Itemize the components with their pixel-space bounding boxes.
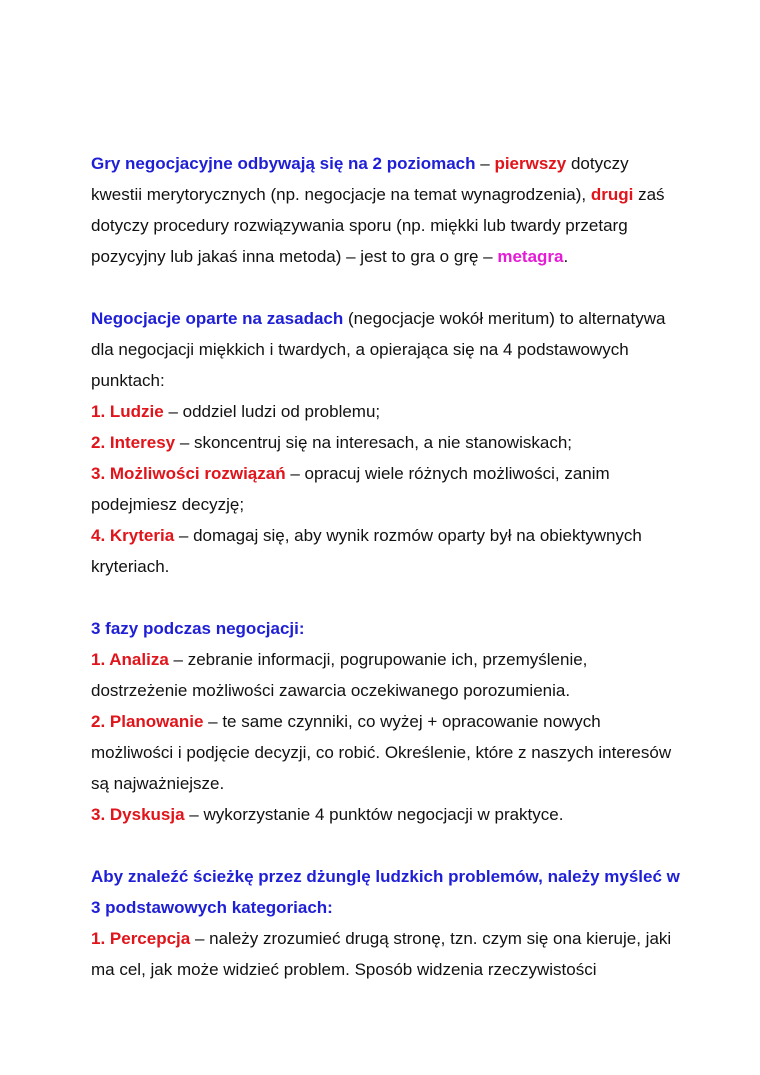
list-item: 1. Percepcja – należy zrozumieć drugą stronę, tzn. czym się ona kieruje, jaki ma cel, jak może widzieć problem. Sposób widzenia rzeczywistości [91, 929, 672, 979]
section-heading: Aby znaleźć ścieżkę przez dżunglę ludzkich problemów, należy myśleć w 3 podstawowych kategoriach: [91, 867, 680, 917]
keyword-second: drugi [590, 185, 634, 204]
keyword-metagame: metagra [497, 247, 564, 266]
list-item: 3. Dyskusja – wykorzystanie 4 punktów negocjacji w praktyce. [91, 805, 564, 824]
item-label: 1. Ludzie [91, 402, 164, 421]
list-item: 3. Możliwości rozwiązań – opracuj wiele różnych możliwości, zanim podejmiesz decyzję; [91, 464, 610, 514]
list-item: 1. Analiza – zebranie informacji, pogrupowanie ich, przemyślenie, dostrzeżenie możliwości zawarcia oczekiwanego porozumienia. [91, 650, 588, 700]
item-label: 4. Kryteria [91, 526, 175, 545]
section-heading: 3 fazy podczas negocjacji: [91, 619, 305, 638]
item-label: 1. Analiza [91, 650, 169, 669]
lead-heading: Negocjacje oparte na zasadach [91, 309, 344, 328]
list-item: 2. Interesy – skoncentruj się na interesach, a nie stanowiskach; [91, 433, 572, 452]
keyword-first: pierwszy [494, 154, 567, 173]
item-label: 2. Interesy [91, 433, 176, 452]
list-item: 1. Ludzie – oddziel ludzi od problemu; [91, 402, 381, 421]
item-label: 2. Planowanie [91, 712, 204, 731]
paragraph-principled-negotiation: Negocjacje oparte na zasadach (negocjacje wokół meritum) to alternatywa dla negocjacji miękkich i twardych, a opierająca się na 4 podstawowych punktach: [91, 309, 666, 390]
lead-heading: Gry negocjacyjne odbywają się na 2 poziomach [91, 154, 476, 173]
document-body [91, 148, 681, 985]
item-label: 1. Percepcja [91, 929, 191, 948]
list-item: 2. Planowanie – te same czynniki, co wyżej + opracowanie nowych możliwości i podjęcie decyzji, co robić. Określenie, które z naszych interesów są najważniejsze. [91, 712, 672, 793]
item-label: 3. Dyskusja [91, 805, 185, 824]
item-label: 3. Możliwości rozwiązań [91, 464, 286, 483]
paragraph-game-levels: Gry negocjacyjne odbywają się na 2 poziomach – pierwszy dotyczy kwestii merytorycznych (np. negocjacje na temat wynagrodzenia), drugi zaś dotyczy procedury rozwiązywania sporu (np. miękki lub twardy przetarg pozycyjny lub jakaś inna metoda) – jest to gra o grę – metagra. [91, 154, 665, 266]
list-item: 4. Kryteria – domagaj się, aby wynik rozmów oparty był na obiektywnych kryteriach. [91, 526, 642, 576]
